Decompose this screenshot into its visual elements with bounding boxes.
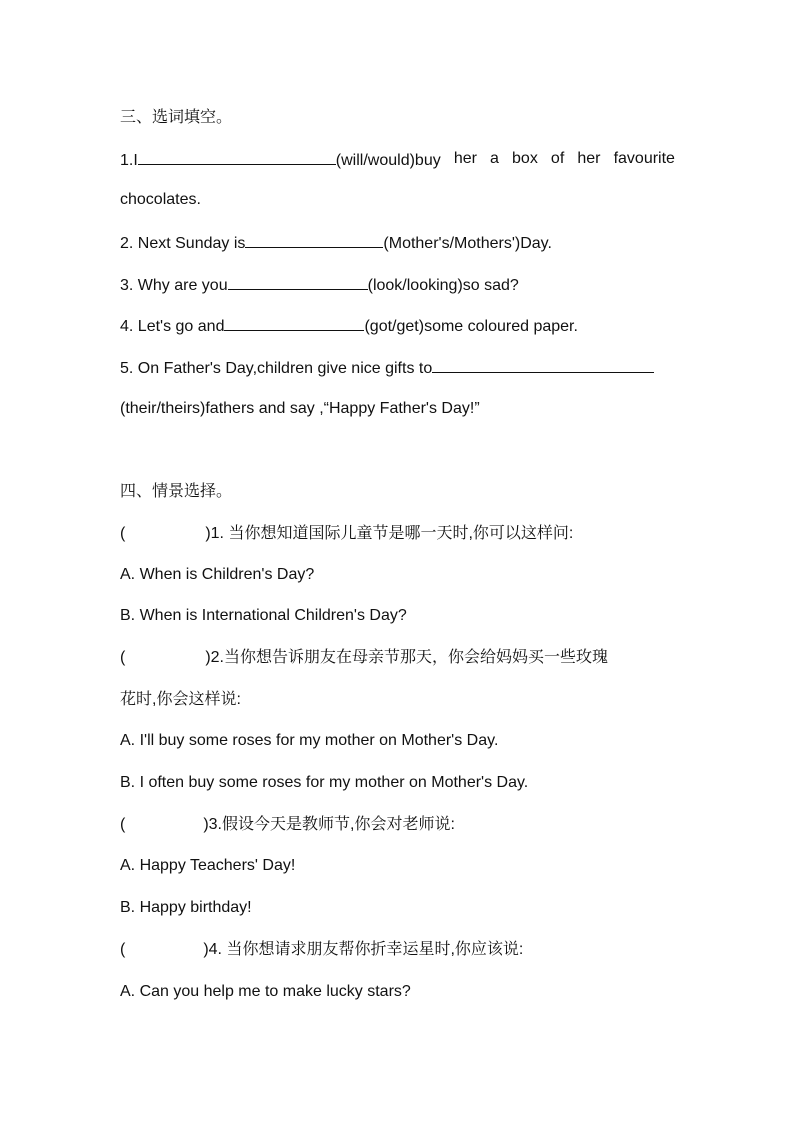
s4-q2: ( )2.当你想告诉朋友在母亲节那天，你会给妈妈买一些玫瑰 (120, 649, 609, 666)
s4-q1: ( )1. 当你想知道国际儿童节是哪一天时,你可以这样问: (120, 525, 574, 542)
s3-q3: 3. Why are you (look/looking)so sad? (120, 274, 519, 296)
s4-q2-option-b: B. I often buy some roses for my mother on Mother's Day. (120, 774, 529, 791)
s4-q3-option-b: B. Happy birthday! (120, 899, 252, 916)
s4-q2-option-a: A. I'll buy some roses for my mother on Mother's Day. (120, 732, 499, 749)
s3-q4: 4. Let's go and (got/get)some coloured paper. (120, 315, 578, 337)
s3-q5-line2: (their/theirs)fathers and say ,“Happy Father's Day!” (120, 400, 480, 417)
s4-q1-option-a: A. When is Children's Day? (120, 566, 315, 583)
answer-paren-open[interactable]: ( (120, 649, 126, 666)
s3-q1-word: her (453, 150, 477, 167)
s3-q3-blank[interactable] (228, 274, 368, 290)
s4-q1-option-b: B. When is International Children's Day? (120, 607, 407, 624)
section4-title: 四、情景选择。 (120, 483, 233, 500)
s3-q4-blank[interactable] (224, 315, 364, 331)
s3-q5-line1: 5. On Father's Day,children give nice gifts to (120, 357, 654, 379)
s4-q3-option-a: A. Happy Teachers' Day! (120, 857, 296, 874)
section3-title: 三、选词填空。 (120, 109, 233, 126)
s3-q2-blank[interactable] (245, 232, 383, 248)
s3-q1-word: box (512, 150, 538, 167)
s3-q1-stem: 1.I (will/would)buy (120, 149, 441, 171)
s3-q2: 2. Next Sunday is (Mother's/Mothers')Day. (120, 232, 552, 254)
s4-q2-cont: 花时,你会这样说: (120, 691, 241, 708)
s3-q5-blank[interactable] (432, 357, 654, 373)
s3-q1-blank[interactable] (138, 149, 336, 165)
s3-q1-word: her (577, 150, 601, 167)
s4-q4-option-a: A. Can you help me to make lucky stars? (120, 983, 411, 1000)
answer-paren-open[interactable]: ( (120, 816, 126, 833)
s4-q3: ( )3.假设今天是教师节,你会对老师说: (120, 816, 455, 833)
s4-q4: ( )4. 当你想请求朋友帮你折幸运星时,你应该说: (120, 941, 524, 958)
answer-paren-open[interactable]: ( (120, 941, 126, 958)
s3-q1-word: a (490, 150, 499, 167)
s3-q1-word: favourite (613, 150, 675, 167)
s3-q1-line1 (120, 149, 675, 171)
answer-paren-open[interactable]: ( (120, 525, 126, 542)
s3-q1-line2: chocolates. (120, 191, 201, 208)
s3-q1-word: of (550, 150, 565, 167)
